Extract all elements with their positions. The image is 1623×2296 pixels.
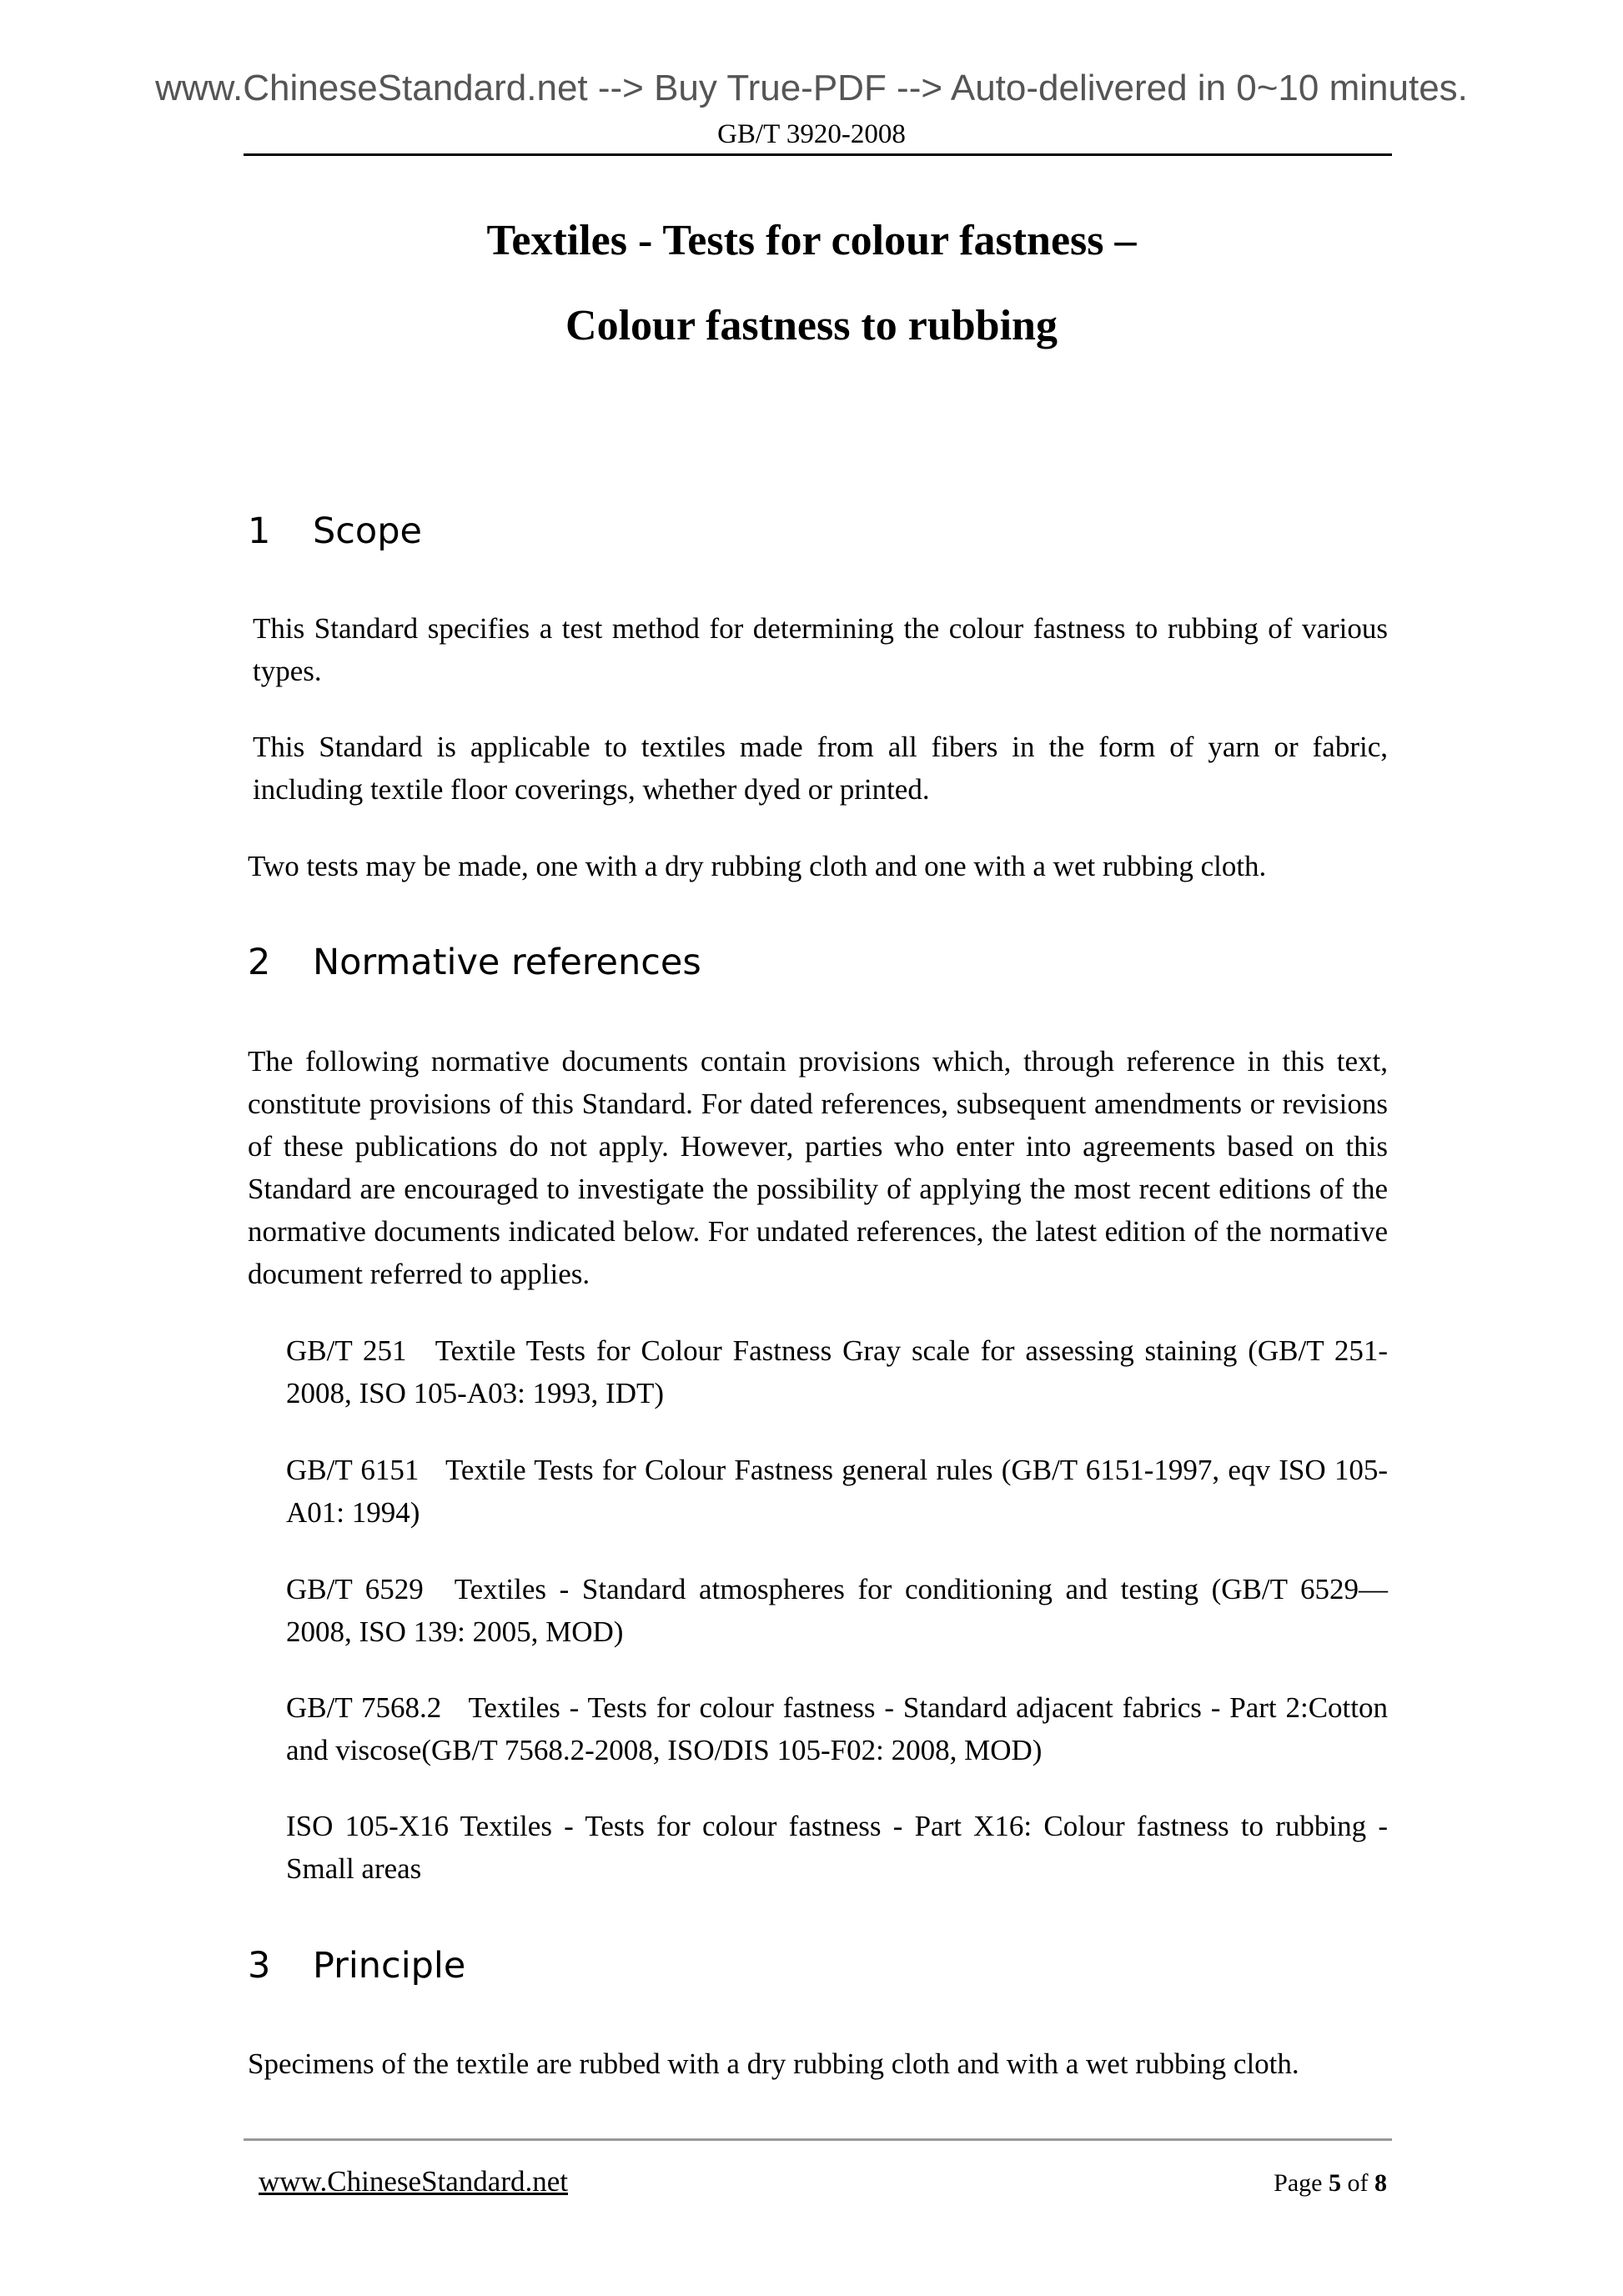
principle-paragraph: Specimens of the textile are rubbed with a dry rubbing cloth and with a wet rubbing cloth.	[248, 2047, 1299, 2080]
current-page: 5	[1329, 2169, 1341, 2197]
promo-banner: www.ChineseStandard.net --> Buy True-PDF --> Auto-delivered in 0~10 minutes.	[155, 68, 1468, 108]
footer-divider	[244, 2138, 1392, 2141]
section-number: 2	[248, 942, 271, 983]
footer-website-link[interactable]: www.ChineseStandard.net	[259, 2165, 568, 2198]
reference-item	[286, 1329, 1388, 1414]
page-of: of	[1347, 2169, 1369, 2197]
scope-paragraph-1: This Standard specifies a test method for determining the colour fastness to rubbing of various types.	[253, 612, 1388, 687]
reference-code: GB/T 6151	[286, 1454, 420, 1486]
total-pages: 8	[1374, 2169, 1387, 2197]
page-prefix: Page	[1274, 2169, 1323, 2197]
reference-code: GB/T 6529	[286, 1573, 424, 1605]
reference-item	[286, 1568, 1388, 1653]
header-divider	[244, 153, 1392, 156]
standard-number: GB/T 3920-2008	[717, 119, 906, 149]
section-number: 3	[248, 1945, 271, 1987]
reference-text: Textiles - Tests for colour fastness - Standard adjacent fabrics - Part 2:Cotton and viscose(GB/T 7568.2-2008, ISO/DIS 105-F02: 2008, MOD)	[286, 1691, 1388, 1766]
reference-item	[286, 1686, 1388, 1771]
document-title-line1: Textiles - Tests for colour fastness –	[486, 217, 1137, 264]
reference-item	[286, 1805, 1388, 1890]
section-heading-scope	[248, 508, 422, 555]
reference-code: GB/T 7568.2	[286, 1691, 442, 1724]
reference-item	[286, 1449, 1388, 1534]
normative-paragraph: The following normative documents contain provisions which, through reference in this text, constitute provisions of this Standard. For dated references, subsequent amendments or revisions of these publications do not apply. However, parties who enter into agreements based on this Standard are encouraged to investigate the possibility of applying the most recent editions of the normative documents indicated below. For undated references, the latest edition of the normative document referred to applies.	[248, 1045, 1388, 1290]
document-title-line2: Colour fastness to rubbing	[565, 302, 1058, 349]
reference-text: Textiles - Standard atmospheres for conditioning and testing (GB/T 6529—2008, ISO 139: 2005, MOD)	[286, 1573, 1388, 1648]
reference-code: ISO 105-X16	[286, 1810, 450, 1842]
scope-paragraph-2: This Standard is applicable to textiles made from all fibers in the form of yarn or fabric, including textile floor coverings, whether dyed or printed.	[253, 731, 1388, 806]
page-indicator	[1274, 2165, 1387, 2202]
section-title: Principle	[313, 1945, 466, 1987]
reference-code: GB/T 251	[286, 1334, 407, 1367]
section-number: 1	[248, 510, 271, 552]
reference-text: Textile Tests for Colour Fastness Gray scale for assessing staining (GB/T 251-2008, ISO 105-A03: 1993, IDT)	[286, 1334, 1388, 1409]
reference-text: Textile Tests for Colour Fastness general rules (GB/T 6151-1997, eqv ISO 105-A01: 1994)	[286, 1454, 1388, 1529]
scope-paragraph-3: Two tests may be made, one with a dry rubbing cloth and one with a wet rubbing cloth.	[248, 850, 1267, 882]
section-heading-normative-references	[248, 939, 701, 986]
section-title: Normative references	[313, 942, 701, 983]
section-heading-principle	[248, 1942, 465, 1989]
section-title: Scope	[313, 510, 422, 552]
reference-text: Textiles - Tests for colour fastness - Part X16: Colour fastness to rubbing - Small areas	[286, 1810, 1389, 1885]
